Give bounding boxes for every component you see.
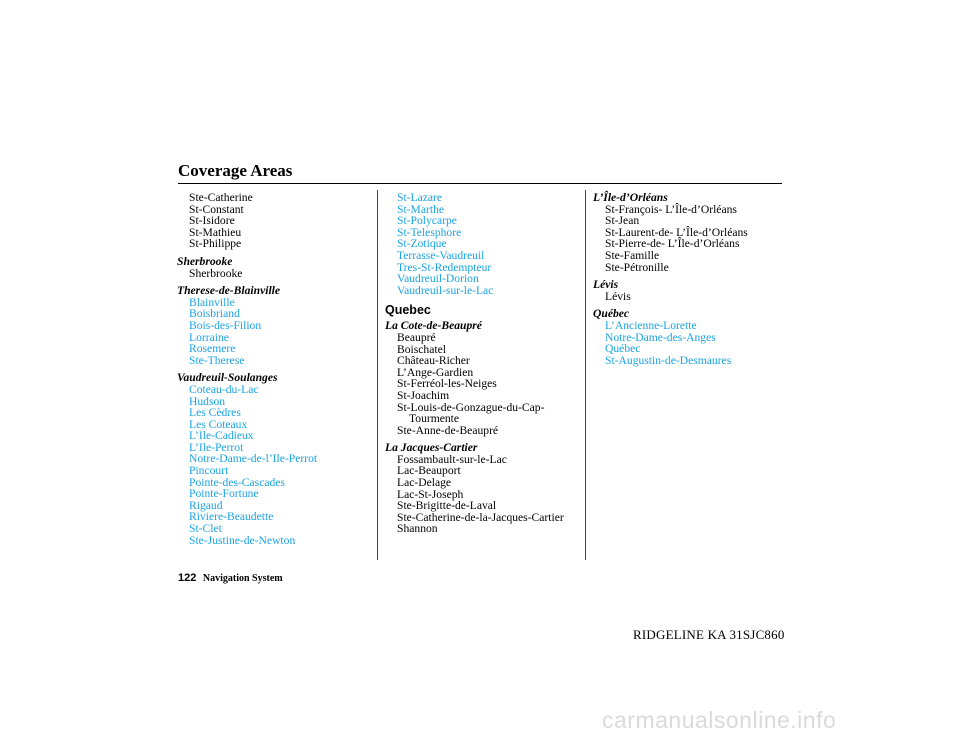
list-link[interactable]: St-Lazare	[397, 191, 443, 204]
section-heading: Lévis	[593, 278, 619, 292]
section-levis	[593, 279, 783, 302]
section-therese	[177, 285, 372, 366]
section-heading: Therese-de-Blainville	[177, 284, 281, 298]
list-link[interactable]: St-Augustin-de-Desmaures	[605, 353, 732, 367]
section-heading: Sherbrooke	[177, 254, 233, 268]
list-item: St-Constant	[189, 202, 244, 216]
list-link[interactable]: Riviere-Beaudette	[189, 510, 274, 524]
list-item: Ste-Catherine-de-la-Jacques-Cartier	[397, 510, 564, 524]
column-3	[593, 192, 783, 372]
list-link[interactable]: Hudson	[189, 394, 226, 408]
list-link[interactable]: Les Cèdres	[189, 406, 241, 420]
list-item: St-Ferréol-les-Neiges	[397, 377, 497, 391]
list-link[interactable]: Pointe-des-Cascades	[189, 475, 285, 489]
section-sherbrooke	[177, 256, 372, 279]
title-rule	[178, 183, 782, 184]
list-item: Ste-Catherine	[189, 191, 253, 204]
section-vaudreuil	[177, 372, 372, 546]
section-heading: La Jacques-Cartier	[385, 441, 478, 455]
list-link[interactable]: Les Coteaux	[189, 417, 248, 431]
list-item: St-Philippe	[189, 237, 242, 251]
page-footer	[178, 572, 283, 585]
list-link[interactable]: Rigaud	[189, 498, 223, 512]
list-link[interactable]: L’Ile-Cadieux	[189, 429, 254, 443]
list-item: Lac-Delage	[397, 476, 452, 490]
list-link[interactable]: Pointe-Fortune	[189, 487, 259, 501]
list-item: St-François- L’Île-d’Orléans	[605, 202, 737, 216]
list-link[interactable]: St-Zotique	[397, 237, 447, 251]
list-item: St-Isidore	[189, 214, 235, 228]
list-item: Ste-Anne-de-Beaupré	[397, 423, 499, 437]
list-item: Lac-Beauport	[397, 464, 461, 478]
page-title: Coverage Areas	[178, 161, 293, 180]
section-heading: Vaudreuil-Soulanges	[177, 371, 278, 385]
column-1	[177, 192, 372, 552]
footer-label: Navigation System	[202, 573, 283, 584]
list-item: Boischatel	[397, 342, 446, 356]
list-item: L’Ange-Gardien	[397, 365, 474, 379]
list-link[interactable]: Notre-Dame-de-l’Ile-Perrot	[189, 452, 318, 466]
list-item: St-Joachim	[397, 388, 450, 402]
list-link[interactable]: St-Clet	[189, 522, 222, 536]
list-link[interactable]: Vaudreuil-Dorion	[397, 272, 479, 286]
list-item: Ste-Famille	[605, 248, 660, 262]
list-link[interactable]: St-Marthe	[397, 202, 445, 216]
list-link[interactable]: Notre-Dame-des-Anges	[605, 330, 716, 344]
list-link[interactable]: Québec	[605, 342, 641, 356]
list-link[interactable]: Pincourt	[189, 464, 229, 478]
list-item: St-Jean	[605, 214, 640, 228]
list-item: Ste-Pétronille	[605, 260, 669, 274]
watermark: carmanualsonline.info	[602, 707, 837, 733]
column-divider-2	[585, 190, 586, 560]
list-link[interactable]: Rosemere	[189, 342, 236, 356]
list-top	[177, 192, 372, 250]
list-item: Lévis	[605, 289, 631, 303]
section-beaupre	[385, 320, 580, 436]
list-link[interactable]: Ste-Therese	[189, 353, 245, 367]
list-link[interactable]: Tres-St-Redempteur	[397, 260, 492, 274]
page-number: 122	[178, 572, 197, 584]
document-code: RIDGELINE KA 31SJC860	[633, 627, 785, 642]
list-item: St-Mathieu	[189, 225, 242, 239]
list-link[interactable]: Lorraine	[189, 330, 229, 344]
region-heading: Quebec	[385, 303, 431, 318]
list-item: Ste-Brigitte-de-Laval	[397, 499, 497, 513]
section-ile-dorleans	[593, 192, 783, 273]
list-item: Château-Richer	[397, 354, 470, 368]
list-item: St-Pierre-de- L’Île-d’Orléans	[605, 237, 740, 251]
section-heading: La Cote-de-Beaupré	[385, 319, 482, 333]
list-item: Sherbrooke	[189, 266, 243, 280]
section-heading: Québec	[593, 307, 630, 321]
list-link[interactable]: Coteau-du-Lac	[189, 382, 259, 396]
list-item: Shannon	[397, 522, 438, 536]
column-2	[385, 192, 580, 541]
list-top	[385, 192, 580, 296]
list-link[interactable]: Blainville	[189, 295, 235, 309]
section-quebec	[593, 308, 783, 366]
list-link[interactable]: St-Telesphore	[397, 225, 462, 239]
list-link[interactable]: Bois-des-Filion	[189, 318, 262, 332]
list-link[interactable]: Boisbriand	[189, 307, 240, 321]
list-link[interactable]: Vaudreuil-sur-le-Lac	[397, 283, 494, 297]
list-link[interactable]: Ste-Justine-de-Newton	[189, 533, 296, 547]
list-link[interactable]: Terrasse-Vaudreuil	[397, 248, 485, 262]
list-link[interactable]: L’Ile-Perrot	[189, 440, 244, 454]
list-item: Beaupré	[397, 330, 436, 344]
list-link[interactable]: St-Polycarpe	[397, 214, 457, 228]
section-jacques-cartier	[385, 442, 580, 535]
column-divider-1	[377, 190, 378, 560]
section-heading: L’Île-d’Orléans	[593, 191, 668, 204]
list-item: St-Louis-de-Gonzague-du-Cap-Tourmente	[397, 400, 545, 426]
list-item: St-Laurent-de- L’Île-d’Orléans	[605, 225, 748, 239]
list-link[interactable]: L’Ancienne-Lorette	[605, 318, 697, 332]
list-item: Lac-St-Joseph	[397, 487, 464, 501]
list-item: Fossambault-sur-le-Lac	[397, 452, 507, 466]
